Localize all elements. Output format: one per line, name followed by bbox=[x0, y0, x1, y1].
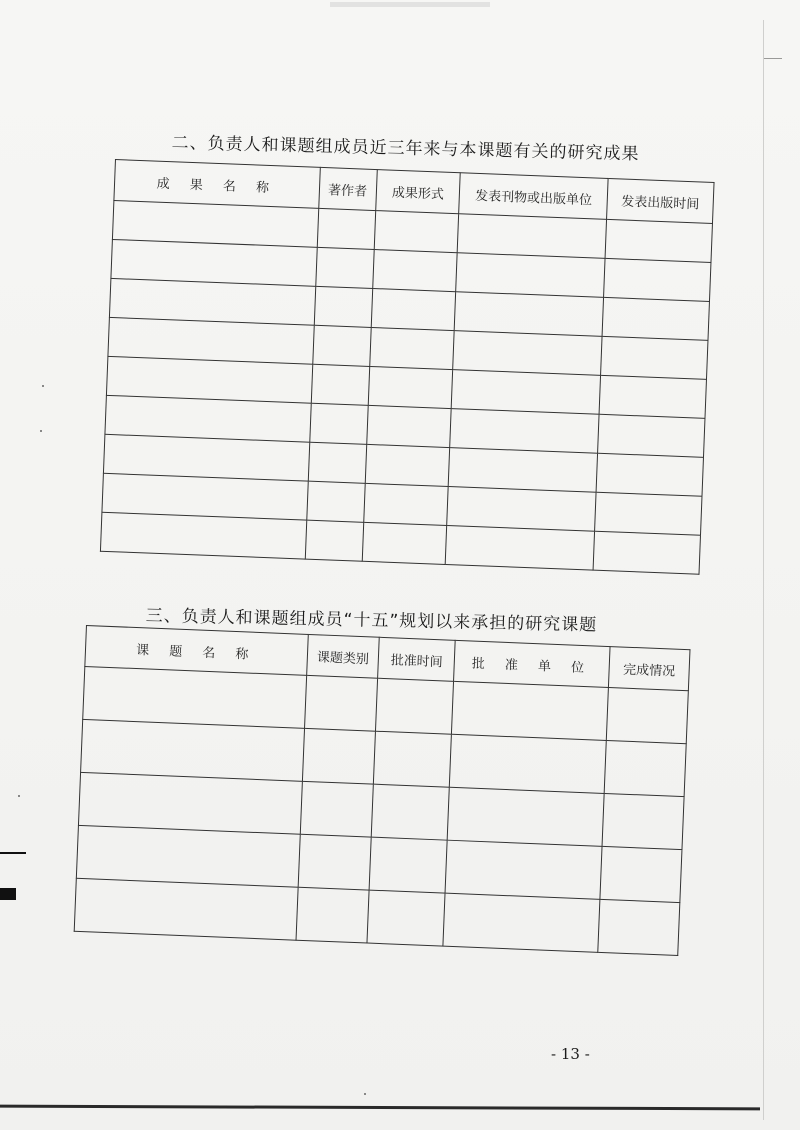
page-edge-line bbox=[763, 20, 764, 1120]
empty-cell[interactable] bbox=[600, 846, 682, 902]
col-header-approving-unit: 批 准 单 位 bbox=[454, 640, 610, 687]
scan-mark bbox=[0, 888, 16, 900]
empty-cell[interactable] bbox=[602, 793, 684, 849]
empty-cell[interactable] bbox=[595, 492, 702, 535]
empty-cell[interactable] bbox=[78, 772, 302, 834]
empty-cell[interactable] bbox=[76, 825, 300, 887]
col-header-project-category: 课题类别 bbox=[306, 634, 379, 678]
empty-cell[interactable] bbox=[368, 366, 453, 408]
empty-cell[interactable] bbox=[453, 331, 602, 376]
empty-cell[interactable] bbox=[604, 740, 686, 796]
empty-cell[interactable] bbox=[598, 414, 705, 457]
col-header-result-form: 成果形式 bbox=[375, 170, 460, 214]
empty-cell[interactable] bbox=[296, 887, 370, 943]
empty-cell[interactable] bbox=[302, 728, 376, 784]
empty-cell[interactable] bbox=[447, 487, 596, 532]
empty-cell[interactable] bbox=[100, 512, 306, 559]
empty-cell[interactable] bbox=[367, 890, 445, 946]
empty-cell[interactable] bbox=[74, 878, 298, 940]
page-number: - 13 - bbox=[551, 1045, 590, 1063]
col-header-approval-date: 批准时间 bbox=[378, 637, 455, 681]
empty-cell[interactable] bbox=[312, 325, 370, 366]
empty-cell[interactable] bbox=[363, 483, 448, 525]
empty-cell[interactable] bbox=[317, 208, 375, 249]
empty-cell[interactable] bbox=[366, 405, 451, 447]
empty-cell[interactable] bbox=[298, 834, 372, 890]
bottom-edge-line bbox=[0, 1105, 760, 1111]
scan-artifact bbox=[330, 2, 490, 7]
empty-cell[interactable] bbox=[81, 719, 305, 781]
empty-cell[interactable] bbox=[371, 288, 456, 330]
empty-cell[interactable] bbox=[456, 253, 605, 298]
empty-cell[interactable] bbox=[370, 837, 448, 893]
empty-cell[interactable] bbox=[374, 211, 459, 253]
empty-cell[interactable] bbox=[315, 247, 373, 288]
empty-cell[interactable] bbox=[308, 442, 366, 483]
empty-cell[interactable] bbox=[596, 453, 703, 496]
scan-speck bbox=[18, 795, 20, 797]
empty-cell[interactable] bbox=[598, 899, 680, 955]
empty-cell[interactable] bbox=[372, 784, 450, 840]
empty-cell[interactable] bbox=[376, 678, 454, 734]
col-header-publisher: 发表刊物或出版单位 bbox=[459, 173, 608, 220]
section3-heading: 三、负责人和课题组成员“十五”规划以来承担的研究课题 bbox=[145, 605, 598, 636]
scan-speck bbox=[364, 1093, 366, 1095]
empty-cell[interactable] bbox=[314, 286, 372, 327]
empty-cell[interactable] bbox=[593, 531, 700, 574]
empty-cell[interactable] bbox=[452, 681, 609, 740]
empty-cell[interactable] bbox=[605, 219, 712, 262]
empty-cell[interactable] bbox=[452, 370, 601, 415]
empty-cell[interactable] bbox=[362, 522, 447, 564]
research-results-table bbox=[100, 159, 715, 575]
empty-cell[interactable] bbox=[458, 214, 607, 259]
empty-cell[interactable] bbox=[446, 526, 595, 571]
empty-cell[interactable] bbox=[305, 520, 363, 561]
col-header-result-name: 成 果 名 称 bbox=[114, 160, 320, 209]
empty-cell[interactable] bbox=[449, 448, 598, 493]
empty-cell[interactable] bbox=[602, 297, 709, 340]
scan-speck bbox=[42, 385, 44, 387]
empty-cell[interactable] bbox=[311, 364, 369, 405]
empty-cell[interactable] bbox=[374, 731, 452, 787]
col-header-author: 著作者 bbox=[318, 167, 376, 210]
col-header-project-name: 课 题 名 称 bbox=[85, 626, 308, 676]
scan-mark bbox=[0, 852, 26, 854]
empty-cell[interactable] bbox=[365, 444, 450, 486]
empty-cell[interactable] bbox=[606, 688, 688, 744]
empty-cell[interactable] bbox=[443, 893, 600, 952]
section2-heading: 二、负责人和课题组成员近三年来与本课题有关的研究成果 bbox=[171, 132, 640, 165]
empty-cell[interactable] bbox=[448, 787, 605, 846]
empty-cell[interactable] bbox=[601, 336, 708, 379]
col-header-publish-date: 发表出版时间 bbox=[607, 178, 714, 223]
empty-cell[interactable] bbox=[599, 375, 706, 418]
empty-cell[interactable] bbox=[455, 292, 604, 337]
empty-cell[interactable] bbox=[450, 734, 607, 793]
empty-cell[interactable] bbox=[300, 781, 374, 837]
empty-cell[interactable] bbox=[369, 327, 454, 369]
empty-cell[interactable] bbox=[372, 250, 457, 292]
empty-cell[interactable] bbox=[450, 409, 599, 454]
empty-cell[interactable] bbox=[306, 481, 364, 522]
scan-mark bbox=[764, 58, 782, 59]
empty-cell[interactable] bbox=[304, 675, 378, 731]
empty-cell[interactable] bbox=[83, 666, 307, 728]
empty-cell[interactable] bbox=[604, 258, 711, 301]
col-header-completion-status: 完成情况 bbox=[609, 647, 690, 691]
empty-cell[interactable] bbox=[445, 840, 602, 899]
scan-speck bbox=[40, 430, 42, 432]
empty-cell[interactable] bbox=[309, 403, 367, 444]
research-projects-table bbox=[74, 625, 691, 956]
